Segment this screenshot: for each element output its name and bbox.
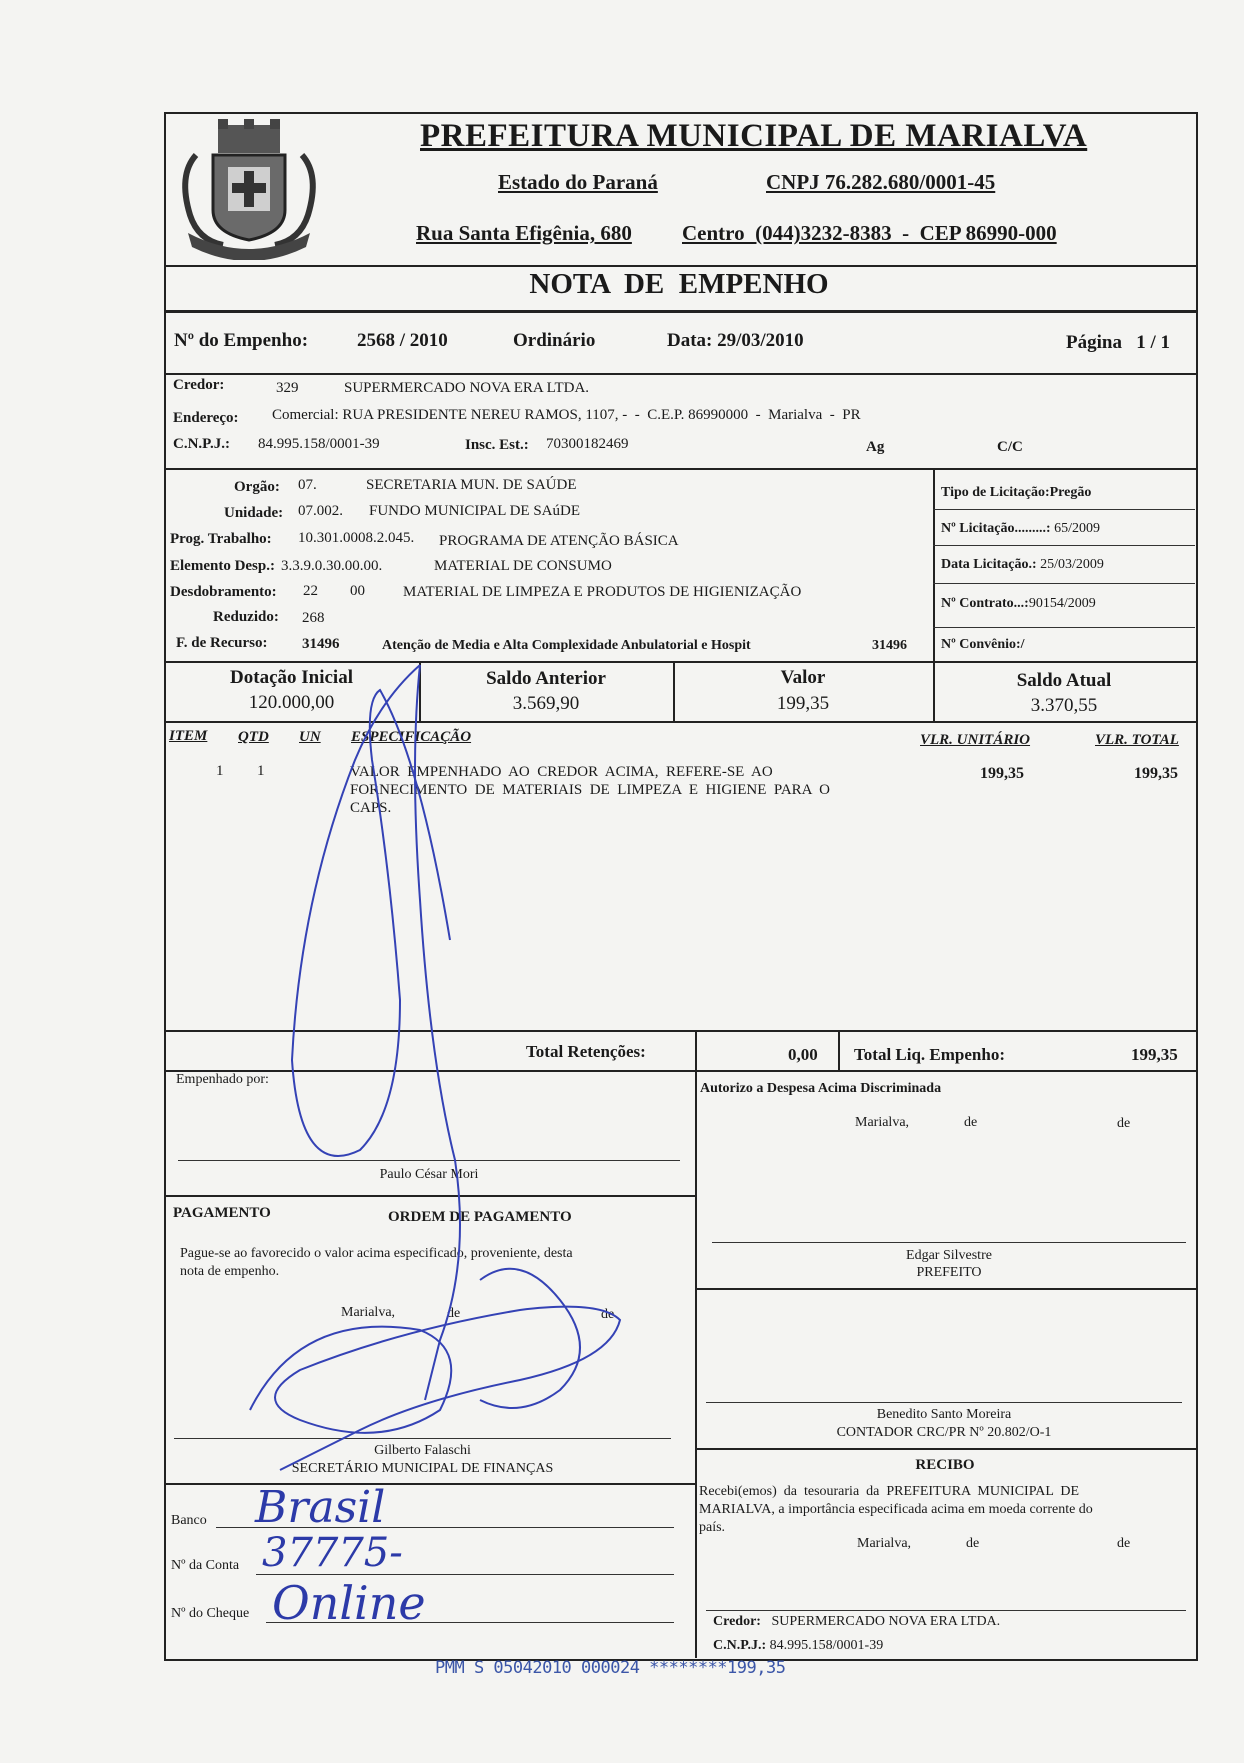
recibo-de2: de (1117, 1536, 1131, 1551)
num-contrato-label: Nº Contrato...: (941, 596, 1029, 611)
total-retencoes-value: 0,00 (788, 1045, 818, 1064)
valor-label: Valor (780, 667, 826, 688)
recibo-place: Marialva, (857, 1536, 912, 1551)
pagamento-text1: Pague-se ao favorecido o valor acima especificado, proveniente, desta (180, 1246, 573, 1261)
recibo-cnpj-label: C.N.P.J.: (713, 1638, 767, 1653)
empenho-type: Ordinário (513, 330, 596, 351)
insc-est-label: Insc. Est.: (465, 437, 529, 453)
coat-of-arms-logo (168, 115, 330, 260)
prog-trabalho-name: PROGRAMA DE ATENÇÃO BÁSICA (439, 533, 679, 549)
conta-label: Nº da Conta (171, 1558, 240, 1573)
col-item: ITEM (169, 728, 208, 744)
contador-name: Benedito Santo Moreira (876, 1407, 1012, 1422)
orgao-label: Orgão: (234, 479, 280, 495)
recibo-credor-name: SUPERMERCADO NOVA ERA LTDA. (771, 1614, 1001, 1629)
item-qtd: 1 (257, 763, 265, 779)
autorizo-de1: de (964, 1115, 978, 1130)
dotacao-label: Dotação Inicial (230, 667, 353, 688)
recurso-name: Atenção de Media e Alta Complexidade Anbulatorial e Hospit (382, 638, 751, 653)
data-licitacao (941, 557, 1104, 573)
banco-handwritten: Brasil (255, 1482, 386, 1533)
reduzido-value: 268 (302, 610, 325, 626)
total-retencoes-label: Total Retenções: (526, 1042, 646, 1061)
insc-est: 70300182469 (546, 436, 629, 452)
saldo-anterior-label: Saldo Anterior (486, 668, 606, 689)
recibo-credor-label: Credor: (713, 1614, 761, 1629)
recibo-credor (713, 1614, 1000, 1630)
tipo-licitacao: Tipo de Licitação:Pregão (941, 485, 1092, 500)
saldo-atual-label: Saldo Atual (1016, 670, 1112, 691)
num-licitacao (941, 521, 1100, 537)
saldo-anterior-value: 3.569,90 (512, 693, 580, 714)
credor-label: Credor: (173, 377, 225, 393)
agencia-label: Ag (866, 439, 885, 455)
desdobramento-name: MATERIAL DE LIMPEZA E PRODUTOS DE HIGIENIZAÇÃO (403, 584, 802, 600)
cnpj-label: C.N.P.J.: (173, 436, 230, 452)
item-unit-value: 199,35 (980, 765, 1024, 782)
item-number: 1 (216, 763, 224, 779)
pagamento-label: PAGAMENTO (173, 1205, 271, 1221)
elemento-name: MATERIAL DE CONSUMO (434, 558, 612, 574)
recibo-text2: MARIALVA, a importância especificada acima em moeda corrente do (699, 1502, 1093, 1517)
secretario-name: Gilberto Falaschi (374, 1443, 471, 1458)
desdobramento-code2: 00 (350, 583, 365, 599)
credor-name: SUPERMERCADO NOVA ERA LTDA. (344, 380, 590, 396)
prefeito-name: Edgar Silvestre (906, 1248, 992, 1263)
num-convenio: Nº Convênio:/ (941, 637, 1025, 652)
orgao-code: 07. (298, 477, 317, 493)
valor-value: 199,35 (776, 693, 830, 714)
credor-address: Comercial: RUA PRESIDENTE NEREU RAMOS, 1107, - - C.E.P. 86990000 - Marialva - PR (272, 407, 861, 423)
prog-trabalho-code: 10.301.0008.2.045. (298, 530, 415, 546)
elemento-label: Elemento Desp.: (170, 558, 275, 574)
cheque-label: Nº do Cheque (171, 1606, 250, 1621)
orgao-name: SECRETARIA MUN. DE SAÚDE (366, 477, 577, 493)
total-liquido-label: Total Liq. Empenho: (854, 1045, 1005, 1064)
autorizo-de2: de (1117, 1116, 1131, 1131)
credor-code: 329 (276, 380, 299, 396)
desdobramento-label: Desdobramento: (170, 584, 277, 600)
recibo-text1: Recebi(emos) da tesouraria da PREFEITURA MUNICIPAL DE (699, 1484, 1080, 1499)
num-licitacao-label: Nº Licitação.........: (941, 521, 1051, 536)
prefeitura-contact: Centro (044)3232-8383 - CEP 86990-000 (682, 221, 1057, 245)
empenhado-por-name: Paulo César Mori (379, 1167, 479, 1182)
item-desc-line3: CAPS. (350, 800, 392, 816)
autorizo-place: Marialva, (855, 1115, 910, 1130)
endereco-label: Endereço: (173, 410, 239, 426)
conta-handwritten: 37775- (262, 1530, 403, 1576)
elemento-code: 3.3.9.0.30.00.00. (281, 558, 383, 574)
banco-label: Banco (171, 1513, 207, 1528)
prefeitura-cnpj: CNPJ 76.282.680/0001-45 (766, 170, 996, 194)
col-especificacao: ESPECIFICAÇÃO (351, 729, 472, 745)
unidade-name: FUNDO MUNICIPAL DE SAúDE (369, 503, 580, 519)
pagamento-place: Marialva, (341, 1305, 396, 1320)
recibo-text3: país. (699, 1520, 726, 1535)
autorizo-label: Autorizo a Despesa Acima Discriminada (700, 1081, 942, 1096)
unidade-label: Unidade: (224, 505, 284, 521)
document-title: NOTA DE EMPENHO (529, 268, 829, 300)
ordem-pagamento-label: ORDEM DE PAGAMENTO (388, 1209, 572, 1225)
prog-trabalho-label: Prog. Trabalho: (170, 531, 272, 547)
contador-title: CONTADOR CRC/PR Nº 20.802/O-1 (836, 1425, 1052, 1440)
recurso-code2: 31496 (872, 638, 907, 653)
item-total-value: 199,35 (1134, 765, 1178, 782)
reduzido-label: Reduzido: (213, 609, 279, 625)
col-un: UN (299, 729, 321, 745)
credor-cnpj: 84.995.158/0001-39 (258, 436, 380, 452)
unidade-code: 07.002. (298, 503, 343, 519)
col-qtd: QTD (238, 729, 269, 745)
pagamento-text2: nota de empenho. (180, 1264, 280, 1279)
pagamento-de1: de (447, 1306, 461, 1321)
page-number: Página 1 / 1 (1066, 332, 1170, 353)
dotacao-value: 120.000,00 (248, 692, 335, 713)
cheque-handwritten: Online (272, 1576, 426, 1630)
data-licitacao-value: 25/03/2009 (1040, 557, 1104, 572)
prefeitura-title: PREFEITURA MUNICIPAL DE MARIALVA (420, 118, 1088, 154)
empenho-date: Data: 29/03/2010 (667, 330, 804, 351)
item-row (164, 760, 1194, 830)
empenhado-por-label: Empenhado por: (176, 1072, 269, 1087)
recurso-code: 31496 (302, 636, 340, 652)
prefeito-title: PREFEITO (916, 1265, 982, 1280)
secretario-title: SECRETÁRIO MUNICIPAL DE FINANÇAS (291, 1461, 554, 1476)
saldo-atual-value: 3.370,55 (1030, 695, 1098, 716)
empenho-number: 2568 / 2010 (357, 330, 448, 351)
recurso-label: F. de Recurso: (176, 635, 268, 651)
num-contrato (941, 596, 1096, 612)
recibo-label: RECIBO (915, 1457, 975, 1473)
col-valor-total: VLR. TOTAL (1095, 732, 1179, 748)
recibo-cnpj-value: 84.995.158/0001-39 (769, 1638, 884, 1653)
pagamento-de2: de (601, 1307, 615, 1322)
state-name: Estado do Paraná (498, 170, 658, 194)
conta-corrente-label: C/C (997, 439, 1023, 455)
recibo-cnpj (713, 1638, 883, 1654)
desdobramento-code: 22 (303, 583, 318, 599)
empenho-number-label: Nº do Empenho: (174, 330, 309, 351)
col-valor-unitario: VLR. UNITÁRIO (920, 732, 1031, 748)
item-desc-line1: VALOR EMPENHADO AO CREDOR ACIMA, REFERE-SE AO (350, 764, 773, 780)
recibo-de1: de (966, 1536, 980, 1551)
num-licitacao-value: 65/2009 (1054, 521, 1100, 536)
total-liquido-value: 199,35 (1131, 1045, 1178, 1064)
data-licitacao-label: Data Licitação.: (941, 557, 1037, 572)
item-desc-line2: FORNECIMENTO DE MATERIAIS DE LIMPEZA E HIGIENE PARA O (350, 782, 831, 798)
num-contrato-value: 90154/2009 (1028, 596, 1096, 611)
prefeitura-address: Rua Santa Efigênia, 680 (416, 221, 632, 245)
payment-stamp-text: PMM S 05042010 000024 ********199,35 (435, 1658, 786, 1678)
